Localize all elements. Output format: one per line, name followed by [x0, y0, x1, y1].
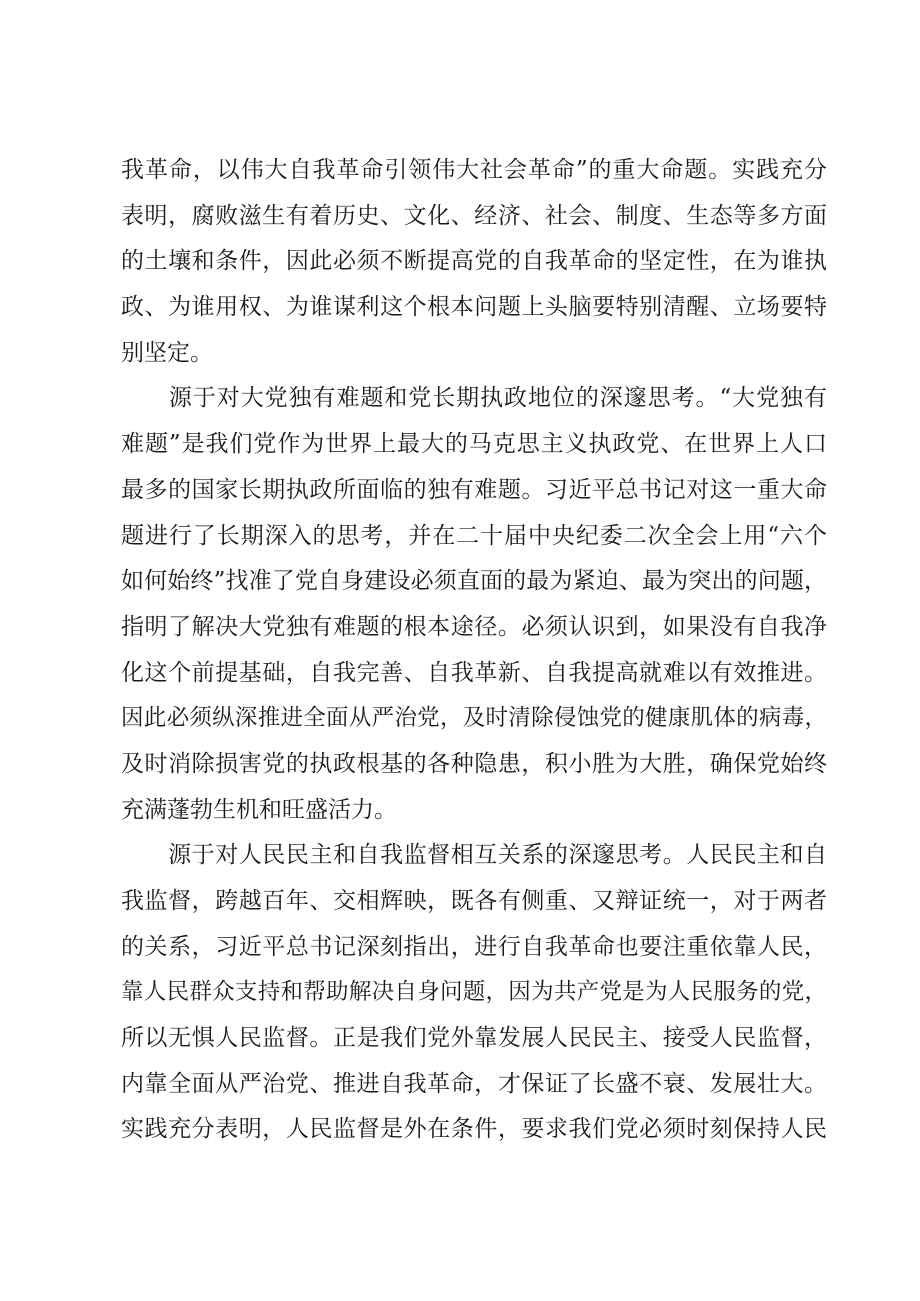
text-line: 所以无惧人民监督。正是我们党外靠发展人民民主、接受人民监督，	[121, 1025, 827, 1052]
text-line: 内靠全面从严治党、推进自我革命，才保证了长盛不衰、发展壮大。	[121, 1070, 827, 1097]
text-line: 实践充分表明，人民监督是外在条件，要求我们党必须时刻保持人民	[121, 1116, 827, 1143]
paragraph-start-line: 源于对人民民主和自我监督相互关系的深邃思考。人民民主和自	[121, 842, 827, 869]
text-line: 化这个前提基础，自我完善、自我革新、自我提高就难以有效推进。	[121, 659, 827, 686]
text-line: 难题”是我们党作为世界上最大的马克思主义执政党、在世界上人口	[121, 431, 827, 458]
text-line: 的关系，习近平总书记深刻指出，进行自我革命也要注重依靠人民，	[121, 933, 827, 960]
text-line: 充满蓬勃生机和旺盛活力。	[121, 796, 397, 823]
text-line: 及时消除损害党的执政根基的各种隐患，积小胜为大胜，确保党始终	[121, 750, 827, 777]
text-line: 别坚定。	[121, 339, 213, 366]
text-line: 指明了解决大党独有难题的根本途径。必须认识到，如果没有自我净	[121, 613, 827, 640]
text-line: 我革命，以伟大自我革命引领伟大社会革命”的重大命题。实践充分	[121, 157, 827, 183]
paragraph-start-line: 源于对大党独有难题和党长期执政地位的深邃思考。“大党独有	[121, 385, 827, 412]
text-line: 的土壤和条件，因此必须不断提高党的自我革命的坚定性，在为谁执	[121, 248, 827, 275]
text-line: 最多的国家长期执政所面临的独有难题。习近平总书记对这一重大命	[121, 476, 827, 503]
text-line: 因此必须纵深推进全面从严治党，及时清除侵蚀党的健康肌体的病毒，	[121, 705, 827, 732]
text-line: 题进行了长期深入的思考，并在二十届中央纪委二次全会上用“六个	[121, 522, 827, 549]
text-line: 表明，腐败滋生有着历史、文化、经济、社会、制度、生态等多方面	[121, 202, 827, 229]
text-line: 靠人民群众支持和帮助解决自身问题，因为共产党是为人民服务的党，	[121, 979, 827, 1006]
text-line: 政、为谁用权、为谁谋利这个根本问题上头脑要特别清醒、立场要特	[121, 294, 827, 321]
text-line: 我监督，跨越百年、交相辉映，既各有侧重、又辩证统一，对于两者	[121, 888, 827, 914]
text-line: 如何始终”找准了党自身建设必须直面的最为紧迫、最为突出的问题，	[121, 568, 827, 595]
body-text	[121, 148, 827, 1153]
